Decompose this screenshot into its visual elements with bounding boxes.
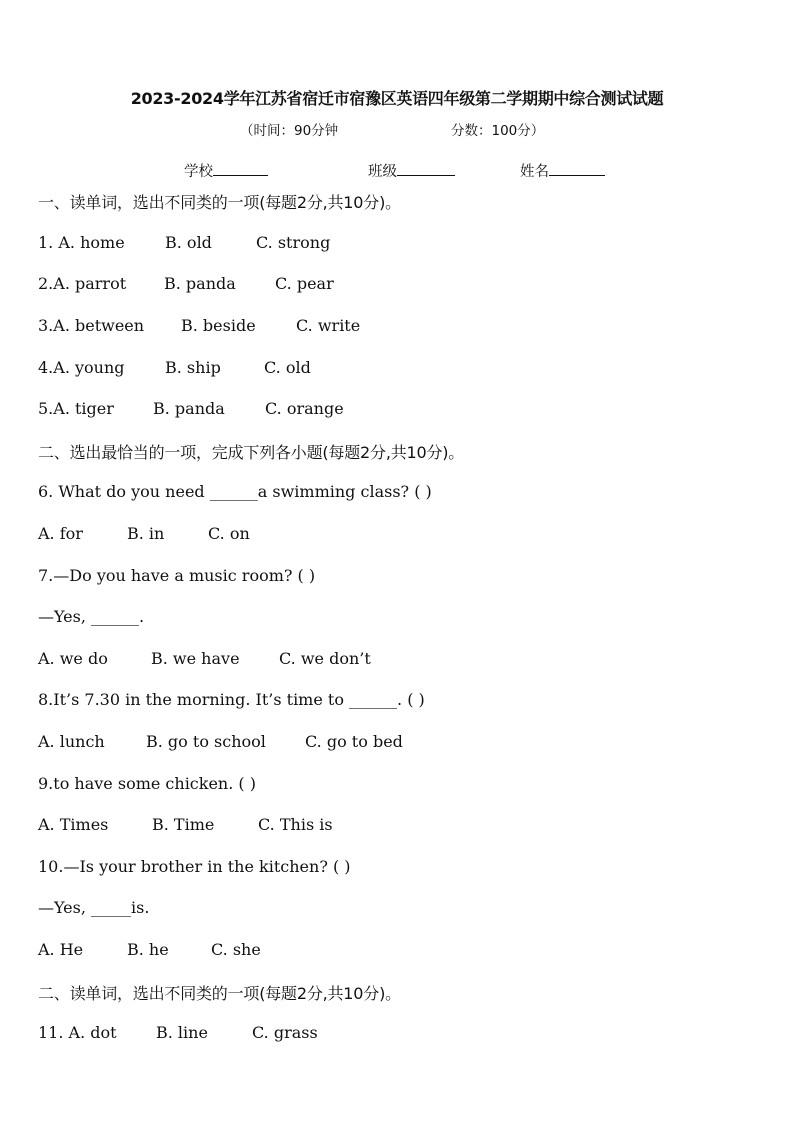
- q8-option-a[interactable]: A. lunch: [38, 732, 105, 751]
- school-field[interactable]: [184, 160, 268, 181]
- time-label: （时间：90分钟: [240, 123, 339, 139]
- q2-option-a[interactable]: 2.A. parrot: [38, 274, 127, 293]
- question-6-options: [38, 524, 250, 543]
- q4-option-c[interactable]: C. old: [264, 358, 311, 377]
- question-10-options: [38, 940, 261, 959]
- question-7-reply: —Yes, ______.: [38, 607, 145, 626]
- question-11: [38, 1023, 318, 1042]
- q3-option-a[interactable]: 3.A. between: [38, 316, 145, 335]
- q6-option-a[interactable]: A. for: [38, 524, 83, 543]
- question-1: [38, 233, 331, 252]
- q11-option-b[interactable]: B. line: [156, 1023, 208, 1042]
- q2-option-c[interactable]: C. pear: [275, 274, 334, 293]
- section1-heading: 一、读单词，选出不同类的一项(每题2分,共10分)。: [38, 193, 401, 212]
- q7-option-a[interactable]: A. we do: [38, 649, 108, 668]
- section2-heading: 二、选出最恰当的一项，完成下列各小题(每题2分,共10分)。: [38, 443, 465, 462]
- name-field[interactable]: [520, 160, 605, 181]
- q10-option-a[interactable]: A. He: [38, 940, 84, 959]
- q1-option-a[interactable]: 1. A. home: [38, 233, 125, 252]
- q6-option-c[interactable]: C. on: [208, 524, 250, 543]
- q3-option-c[interactable]: C. write: [296, 316, 361, 335]
- question-9-options: [38, 815, 333, 834]
- question-2: [38, 274, 334, 293]
- q4-option-b[interactable]: B. ship: [165, 358, 221, 377]
- name-label: 姓名: [520, 164, 549, 180]
- q8-option-b[interactable]: B. go to school: [146, 732, 266, 751]
- question-7-stem: 7.—Do you have a music room? ( ): [38, 566, 316, 585]
- question-6-stem: 6. What do you need ______a swimming class? ( ): [38, 482, 432, 501]
- q4-option-a[interactable]: 4.A. young: [38, 358, 125, 377]
- question-7-options: [38, 649, 371, 668]
- q7-option-c[interactable]: C. we don’t: [279, 649, 371, 668]
- class-field[interactable]: [368, 160, 455, 181]
- q3-option-b[interactable]: B. beside: [181, 316, 256, 335]
- q1-option-b[interactable]: B. old: [165, 233, 212, 252]
- q10-option-b[interactable]: B. he: [127, 940, 169, 959]
- school-label: 学校: [184, 164, 213, 180]
- page-title: 2023-2024学年江苏省宿迁市宿豫区英语四年级第二学期期中综合测试试题: [130, 89, 664, 108]
- question-4: [38, 358, 311, 377]
- question-10-stem: 10.—Is your brother in the kitchen? ( ): [38, 857, 351, 876]
- section3-heading: 二、读单词，选出不同类的一项(每题2分,共10分)。: [38, 984, 401, 1003]
- question-5: [38, 399, 344, 418]
- q5-option-c[interactable]: C. orange: [265, 399, 344, 418]
- q6-option-b[interactable]: B. in: [127, 524, 165, 543]
- q9-option-c[interactable]: C. This is: [258, 815, 333, 834]
- school-blank[interactable]: [213, 161, 268, 176]
- name-blank[interactable]: [549, 161, 605, 176]
- q1-option-c[interactable]: C. strong: [256, 233, 331, 252]
- class-blank[interactable]: [397, 161, 455, 176]
- q8-option-c[interactable]: C. go to bed: [305, 732, 403, 751]
- q5-option-a[interactable]: 5.A. tiger: [38, 399, 114, 418]
- q11-option-c[interactable]: C. grass: [252, 1023, 318, 1042]
- score-label: 分数：100分）: [451, 123, 545, 139]
- question-9-stem: 9.to have some chicken. ( ): [38, 774, 256, 793]
- q2-option-b[interactable]: B. panda: [164, 274, 236, 293]
- q9-option-a[interactable]: A. Times: [38, 815, 109, 834]
- class-label: 班级: [368, 164, 397, 180]
- question-10-reply: —Yes, _____is.: [38, 898, 150, 917]
- question-8-options: [38, 732, 403, 751]
- q5-option-b[interactable]: B. panda: [153, 399, 225, 418]
- q10-option-c[interactable]: C. she: [211, 940, 261, 959]
- q7-option-b[interactable]: B. we have: [151, 649, 240, 668]
- question-3: [38, 316, 361, 335]
- q9-option-b[interactable]: B. Time: [152, 815, 215, 834]
- question-8-stem: 8.It’s 7.30 in the morning. It’s time to ______. ( ): [38, 690, 425, 709]
- q11-option-a[interactable]: 11. A. dot: [38, 1023, 117, 1042]
